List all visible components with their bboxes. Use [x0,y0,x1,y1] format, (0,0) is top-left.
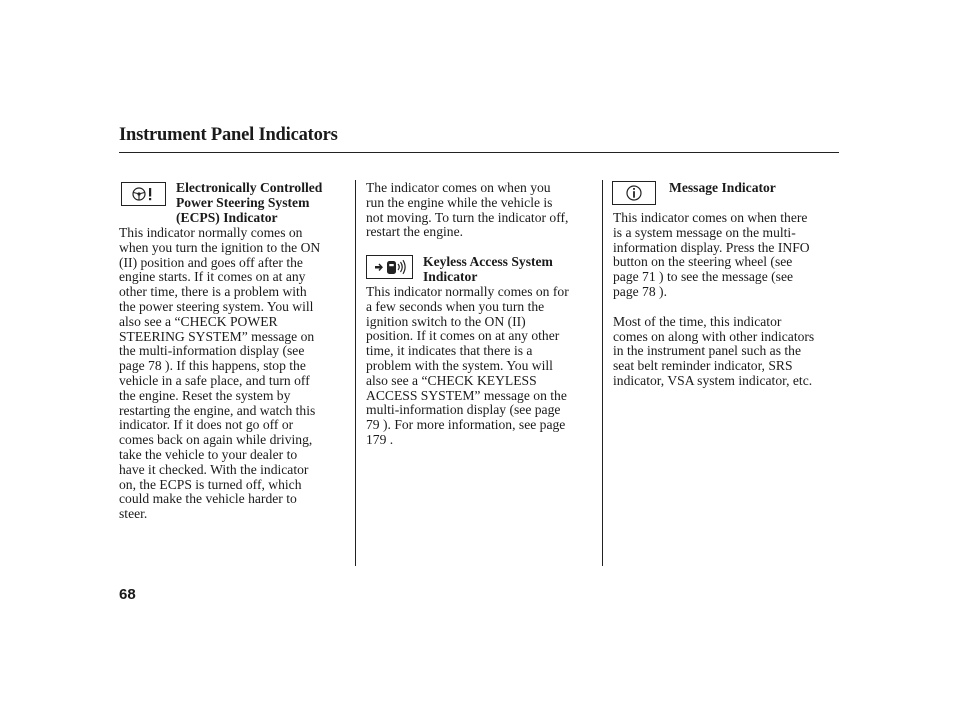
steering-wheel-warning-icon [130,186,158,202]
keyless-intro: The indicator comes on when you run the engine while the vehicle is not moving. To turn the indicator off, restart the engine. [366,180,569,240]
keyless-remote-icon [373,258,407,276]
keyless-intro-column [366,181,598,240]
column-divider-1 [355,180,356,566]
ecps-heading: Electronically Controlled Power Steering System (ECPS) Indicator [176,180,323,225]
message-indicator-box [612,181,656,205]
page-title: Instrument Panel Indicators [119,125,338,145]
message-column [613,211,845,389]
ecps-indicator-box [121,182,166,206]
ecps-column [119,226,351,522]
keyless-heading: Keyless Access System Indicator [423,254,553,284]
page-number: 68 [119,586,136,603]
info-circle-icon [625,184,643,202]
message-body: This indicator comes on when there is a system message on the multi- information display. Press the INFO button on the steering wheel (see page 71 ) to see the message (see page 78 ). [613,210,810,299]
keyless-indicator-box [366,255,413,279]
column-divider-2 [602,180,603,566]
ecps-body: This indicator normally comes on when you turn the ignition to the ON (II) position and goes off after the engine starts. If it comes on at any other time, there is a problem with the power steering system. You will also see a “CHECK POWER STEERING SYSTEM” message on the multi-information display (see page 78 ). If this happens, stop the vehicle in a safe place, and turn off the engine. Reset the system by restarting the engine, and watch this indicator. If it does not go off or comes back on again while driving, take the vehicle to your dealer to have it checked. With the indicator on, the ECPS is turned off, which could make the vehicle harder to steer. [119,225,321,522]
message-heading: Message Indicator [669,180,776,195]
title-rule [119,152,839,153]
message-body-2: Most of the time, this indicator comes on along with other indicators in the instrument panel such as the seat belt reminder indicator, SRS indicator, VSA system indicator, etc. [613,313,815,388]
keyless-column [366,285,598,448]
keyless-body: This indicator normally comes on for a few seconds when you turn the ignition switch to the ON (II) position. If it comes on at any other time, it indicates that there is a problem with the system. You will also see a “CHECK KEYLESS ACCESS SYSTEM” message on the multi-information display (see page 79 ). For more information, see page 179 . [366,284,569,447]
